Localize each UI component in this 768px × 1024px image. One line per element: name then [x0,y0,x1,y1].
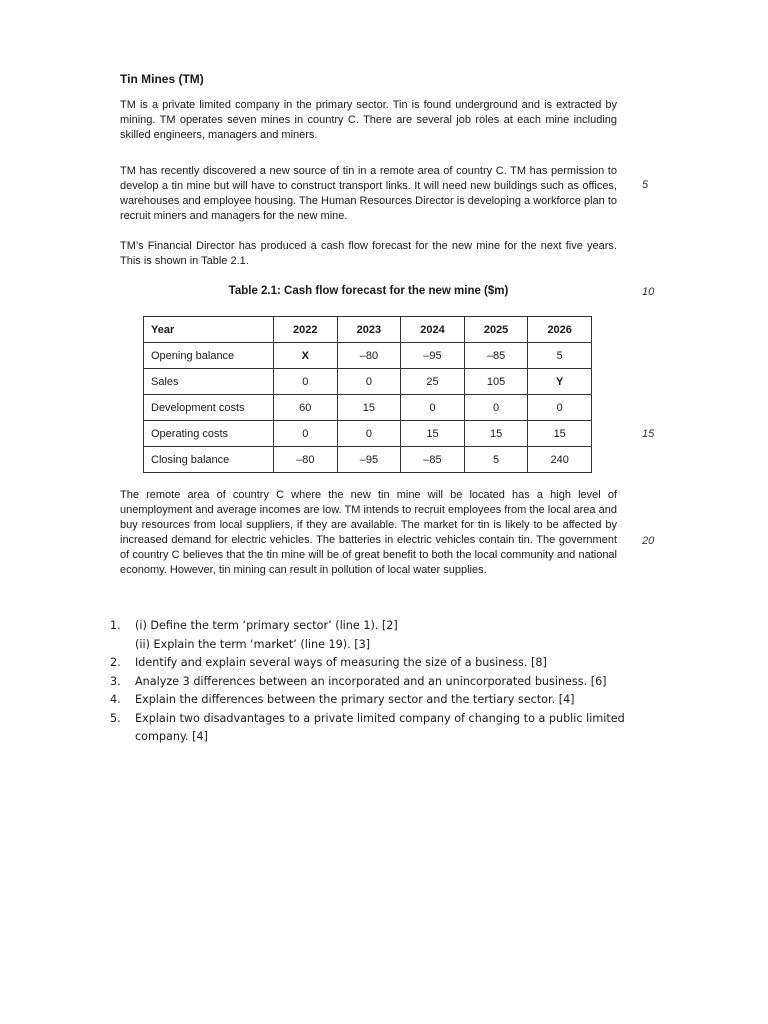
question-number: 1. [110,619,121,632]
paragraph-3: TM’s Financial Director has produced a cash flow forecast for the new mine for the next five years. This is shown in Table 2.1. [120,240,617,267]
table-cell: –80 [337,343,401,369]
paragraph-2: TM has recently discovered a new source of tin in a remote area of country C. TM has permission to develop a tin mine but will have to construct transport links. It will need new buildings such as offices, warehouses and employee housing. The Human Resources Director is developing a workforce plan to recruit miners and managers for the new mine. [120,165,617,222]
table-cell: 25 [401,369,465,395]
table-header-cell: 2025 [464,317,528,343]
line-number-20: 20 [642,535,655,547]
cash-flow-table [143,316,592,473]
table-cell: 15 [528,421,592,447]
question-list [110,617,640,747]
question-text: Explain the differences between the primary sector and the tertiary sector. [4] [135,693,575,706]
table-row [144,369,592,395]
question-subpart: (ii) Explain the term ‘market’ (line 19). [3] [135,637,371,651]
question-text: Analyze 3 differences between an incorporated and an unincorporated business. [6] [135,674,607,688]
table-cell: 0 [528,395,592,421]
row-label: Opening balance [144,343,274,369]
question-number: 2. [110,656,121,669]
case-title: Tin Mines (TM) [120,72,204,86]
question-text: Explain two disadvantages to a private limited company of changing to a public limited company. [4] [135,711,625,743]
row-label: Sales [144,369,274,395]
question-number: 3. [110,674,121,688]
question-text: Identify and explain several ways of measuring the size of a business. [8] [135,656,547,669]
question-number: 5. [110,711,121,725]
table-cell: 15 [337,395,401,421]
row-label: Operating costs [144,421,274,447]
table-header-cell: 2024 [401,317,465,343]
table-cell: 15 [401,421,465,447]
table-cell: 0 [337,421,401,447]
table-cell: Y [528,369,592,395]
table-cell: –80 [274,447,338,473]
paragraph-1: TM is a private limited company in the primary sector. Tin is found underground and is extracted by mining. TM operates seven mines in country C. There are several job roles at each mine including skilled engineers, managers and miners. [120,99,617,141]
question-item [110,654,640,673]
table-header-cell: Year [144,317,274,343]
table-cell: –95 [337,447,401,473]
table-cell: 105 [464,369,528,395]
table-cell: 0 [274,369,338,395]
table-cell: 240 [528,447,592,473]
question-number: 4. [110,693,121,706]
table-cell: 60 [274,395,338,421]
question-item [110,673,640,692]
table-cell: 0 [464,395,528,421]
table-row [144,421,592,447]
table-header-cell: 2026 [528,317,592,343]
table-cell: 0 [401,395,465,421]
table-cell: 5 [528,343,592,369]
row-label: Development costs [144,395,274,421]
table-header-cell: 2023 [337,317,401,343]
question-text: (i) Define the term ‘primary sector’ (line 1). [2] [135,619,398,632]
line-number-5: 5 [642,179,649,191]
paragraph-4: The remote area of country C where the new tin mine will be located has a high level of unemployment and average incomes are low. TM intends to recruit employees from the local area and buy resources from local suppliers, if they are available. The market for tin is likely to be affected by increased demand for electric vehicles. The batteries in electric vehicles contain tin. The government of country C believes that the tin mine will be of great benefit to both the local community and national economy. However, tin mining can result in pollution of local water supplies. [120,489,617,576]
table-cell: –85 [401,447,465,473]
table-row [144,447,592,473]
question-item [110,691,640,710]
table-caption: Table 2.1: Cash flow forecast for the new mine ($m) [228,285,509,297]
table-row [144,395,592,421]
table-cell: 5 [464,447,528,473]
question-item [110,617,640,654]
table-cell: –95 [401,343,465,369]
table-cell: 0 [274,421,338,447]
question-item [110,710,640,747]
table-cell: X [274,343,338,369]
table-cell: –85 [464,343,528,369]
table-header-cell: 2022 [274,317,338,343]
table-header-row [144,317,592,343]
line-number-10: 10 [642,286,655,298]
table-cell: 0 [337,369,401,395]
row-label: Closing balance [144,447,274,473]
table-cell: 15 [464,421,528,447]
line-number-15: 15 [642,428,655,440]
table-row [144,343,592,369]
